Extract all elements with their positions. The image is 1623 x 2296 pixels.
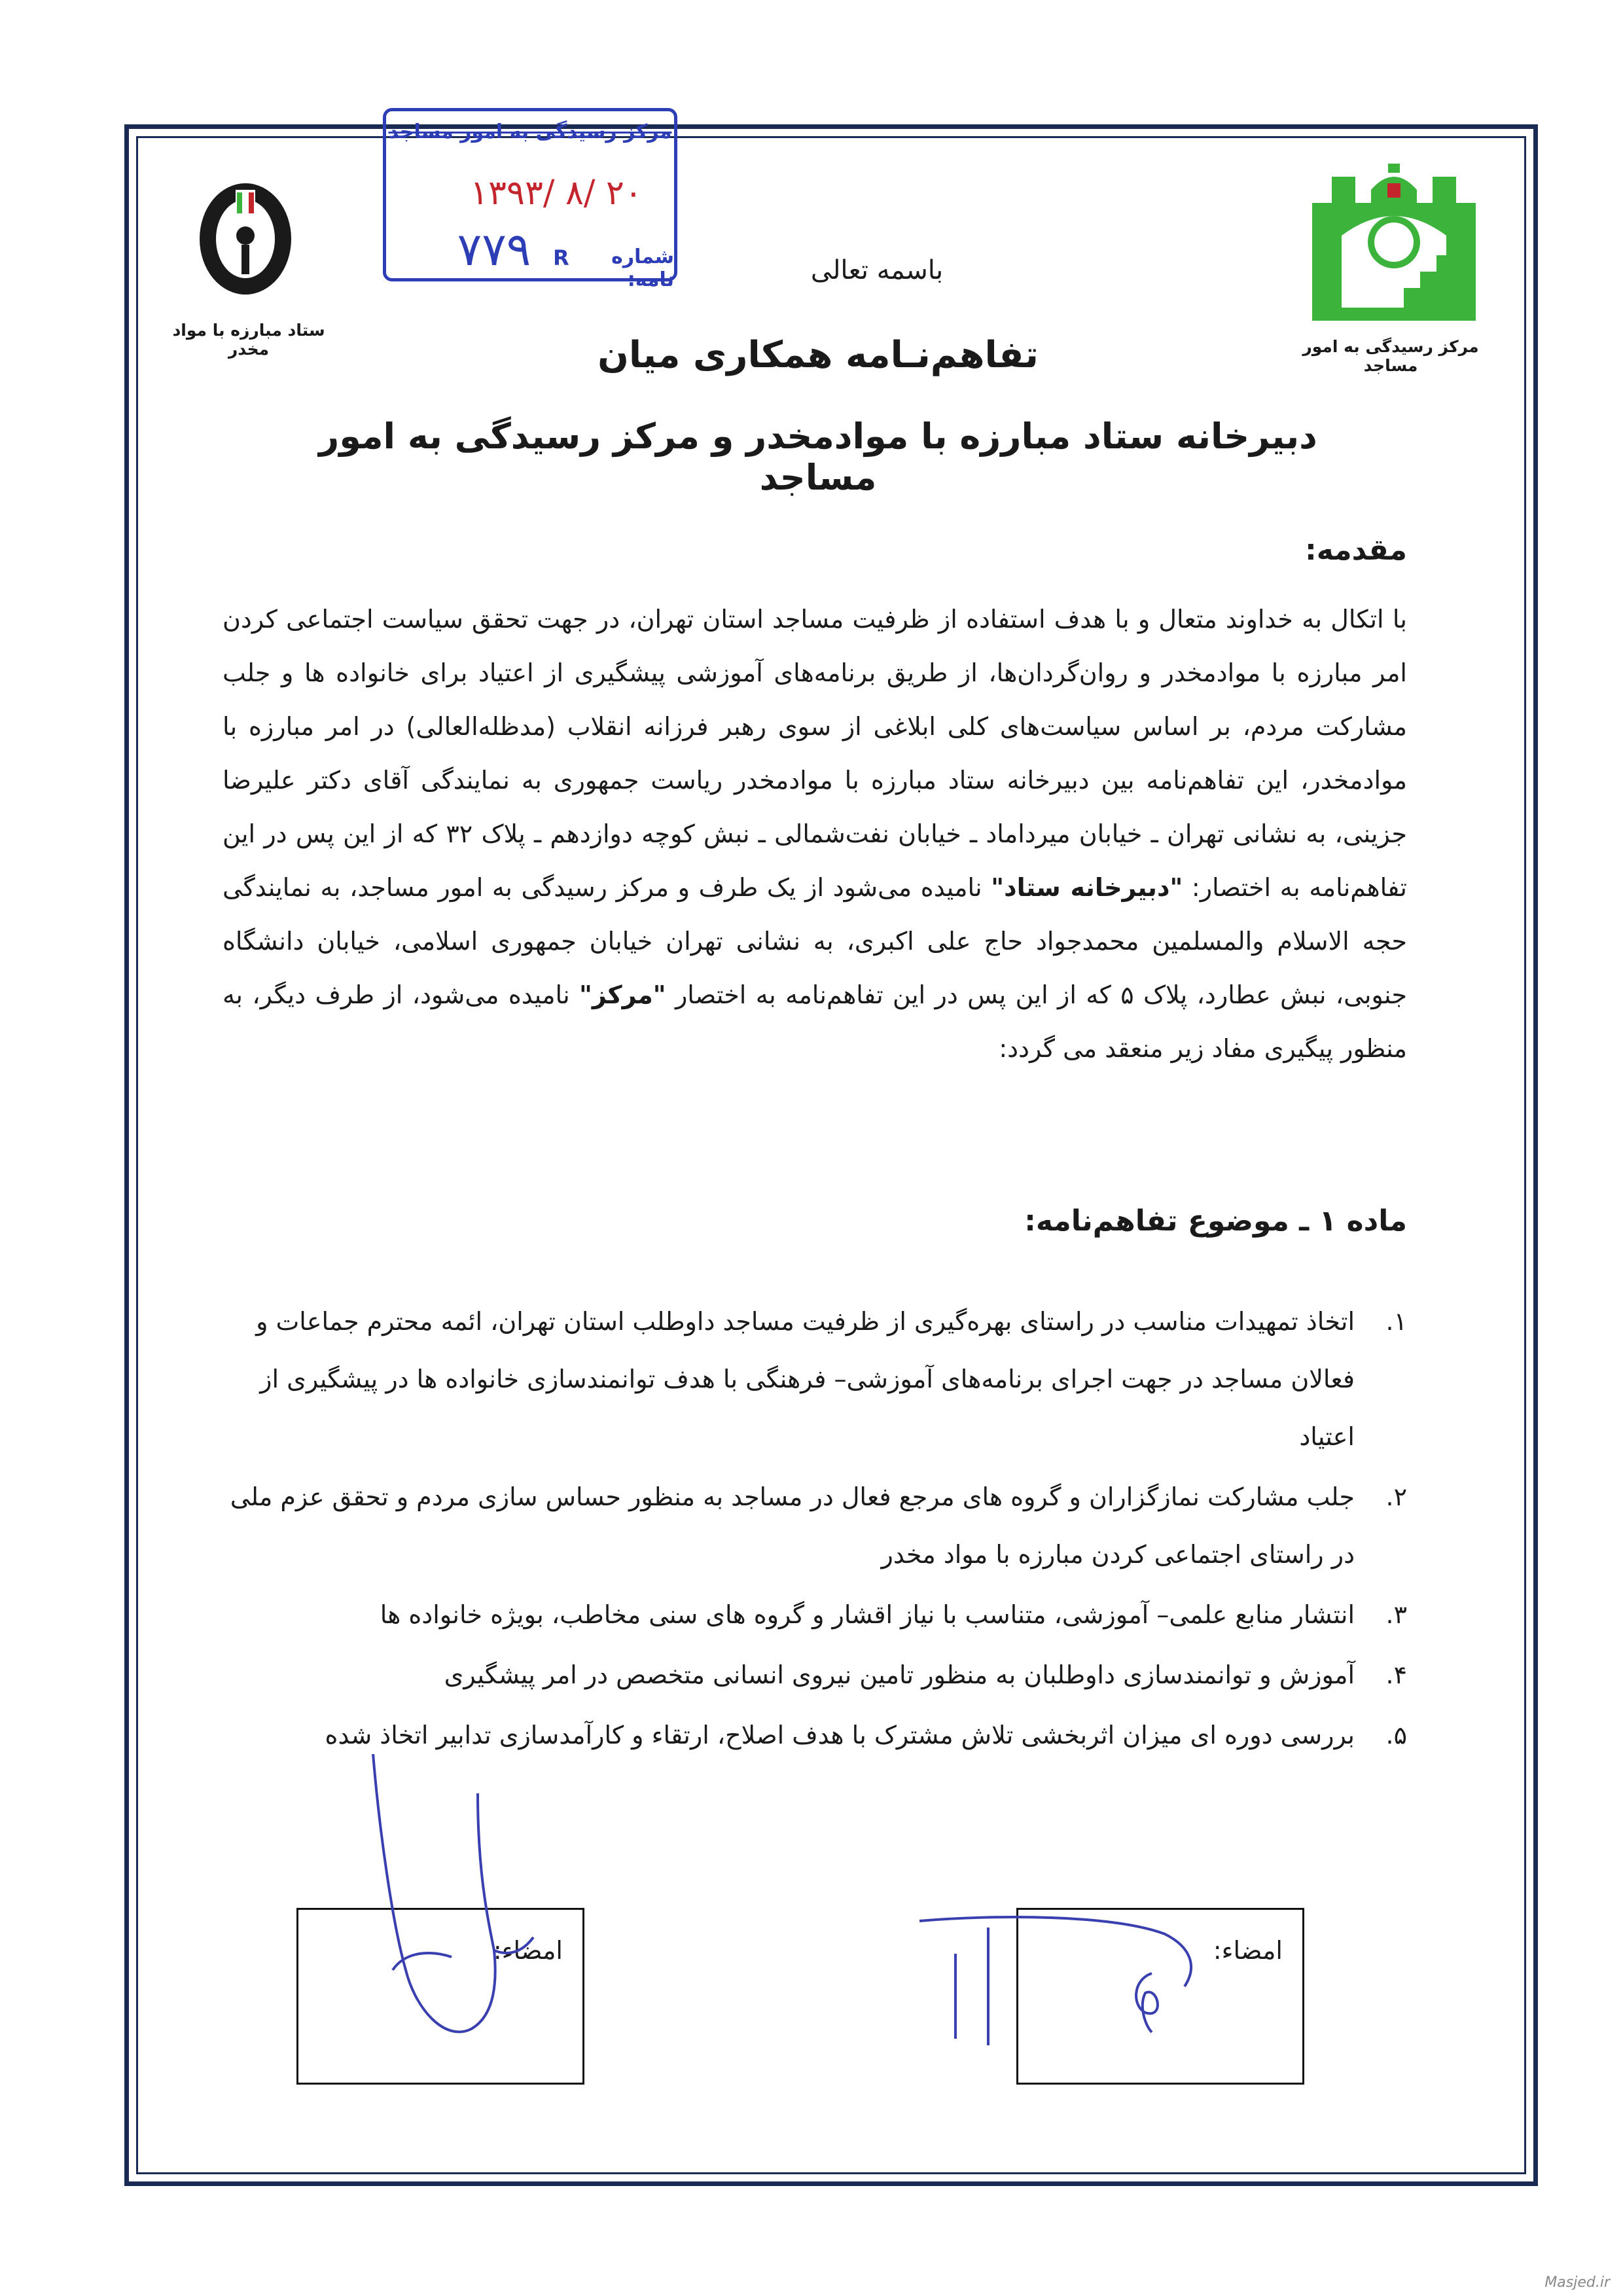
- list-item-text: بررسی دوره ای میزان اثربخشی تلاش مشترک با هدف اصلاح، ارتقاء و کارآمدسازی تدابیر اتخاذ شده: [325, 1721, 1355, 1749]
- list-item-text: اتخاذ تمهیدات مناسب در راستای بهره‌گیری از ظرفیت مساجد داوطلب استان تهران، ائمه محترم جماعات و فعالان مساجد در جهت اجرای برنامه‌های آموزشی– فرهنگی با هدف توانمندسازی خانواده ها در پیشگیری از اعتیاد: [256, 1307, 1355, 1451]
- list-item-number: ۳.: [1385, 1600, 1407, 1629]
- watermark: Masjed.ir: [1544, 2274, 1610, 2291]
- list-item-text: آموزش و توانمندسازی داوطلبان به منظور تامین نیروی انسانی متخصص در امر پیشگیری: [444, 1660, 1355, 1689]
- intro-bold-center: "مرکز": [579, 980, 666, 1009]
- stamp-number-prefix: R: [553, 245, 569, 270]
- signature-label-left: امضاء:: [493, 1936, 563, 1965]
- list-item: [223, 1586, 1407, 1643]
- mosque-center-caption: مرکز رسیدگی به امور مساجد: [1302, 337, 1479, 375]
- article1-heading: ماده ۱ ـ موضوع تفاهم‌نامه:: [1024, 1204, 1407, 1238]
- document-subtitle: دبیرخانه ستاد مبارزه با موادمخدر و مرکز رسیدگی به امور مساجد: [319, 416, 1317, 498]
- document-title: تفاهم‌نـامه همکاری میان: [597, 334, 1039, 376]
- signature-label-right: امضاء:: [1213, 1936, 1283, 1965]
- mosque-logo-icon: [1306, 164, 1482, 327]
- list-item-number: ۴.: [1385, 1660, 1407, 1689]
- intro-text-part-2: نامیده می‌شود از یک طرف و مرکز رسیدگی به امور مساجد، به نمایندگی حجه الاسلام والمسلمین محمدجواد حاج علی اکبری، به نشانی تهران خیابان جمهوری اسلامی، خیابان دانشگاه جنوبی، نبش عطارد، پلاک ۵ که از این پس در این تفاهم‌نامه به اختصار: [223, 873, 1407, 1009]
- intro-bold-secretariat: "دبیرخانه ستاد": [991, 873, 1183, 902]
- mosque-center-logo: [1306, 164, 1482, 327]
- intro-text-part-1: با اتکال به خداوند متعال و با هدف استفاده از ظرفیت مساجد استان تهران، در جهت تحقق سیاست اجتماعی کردن امر مبارزه با موادمخدر و روان‌گردان‌ها، از طریق برنامه‌های آموزشی پیشگیری از اعتیاد برای خانواده ها و جلب مشارکت مردم، بر اساس سیاست‌های کلی ابلاغی از سوی رهبر فرزانه انقلاب (مدظله‌العالی) در امر مبارزه با موادمخدر، این تفاهم‌نامه بین دبیرخانه ستاد مبارزه با موادمخدر ریاست جمهوری به نمایندگی آقای دکتر علیرضا جزینی، به نشانی تهران ـ خیابان میرداماد ـ خیابان نفت‌شمالی ـ نبش کوچه دوازدهم ـ پلاک ۳۲ که از این پس در این تفاهم‌نامه به اختصار:: [223, 605, 1407, 902]
- stamp-letter-number: ۷۷۹: [457, 223, 531, 276]
- signature-right-icon: [916, 1914, 1230, 2065]
- anti-narcotics-caption: ستاد مبارزه با مواد مخدر: [172, 321, 325, 359]
- list-item: [223, 1468, 1407, 1583]
- anti-narcotics-logo: [196, 177, 294, 301]
- stamp-number-label: شماره نامه:: [611, 245, 674, 291]
- torch-emblem-icon: [196, 177, 294, 301]
- list-item: [223, 1293, 1407, 1465]
- stamp-title: مرکز رسیدگی به امور مساجد: [388, 120, 672, 143]
- intro-heading: مقدمه:: [1305, 533, 1407, 567]
- basmala: باسمه تعالی: [810, 255, 944, 285]
- list-item-number: ۱.: [1385, 1307, 1407, 1336]
- list-item-text: جلب مشارکت نمازگزاران و گروه های مرجع فعال در مساجد به منظور حساس سازی مردم و تحقق عزم ملی در راستای اجتماعی کردن مبارزه با مواد مخدر: [230, 1482, 1355, 1569]
- article1-list: [223, 1293, 1407, 1767]
- intro-text-part-3: نامیده می‌شود، از طرف دیگر، به منظور پیگیری مفاد زیر منعقد می گردد:: [223, 980, 1407, 1063]
- list-item-number: ۵.: [1385, 1721, 1407, 1749]
- list-item-number: ۲.: [1385, 1482, 1407, 1511]
- stamp-date: ۱۳۹۳/ ۸/ ۲۰: [470, 173, 643, 213]
- signature-left-icon: [353, 1754, 550, 2049]
- intro-paragraph: [223, 592, 1407, 1075]
- list-item: [223, 1646, 1407, 1704]
- registration-stamp: [383, 108, 677, 291]
- list-item-text: انتشار منابع علمی– آموزشی، متناسب با نیاز اقشار و گروه های سنی مخاطب، بویژه خانواده ها: [380, 1600, 1355, 1629]
